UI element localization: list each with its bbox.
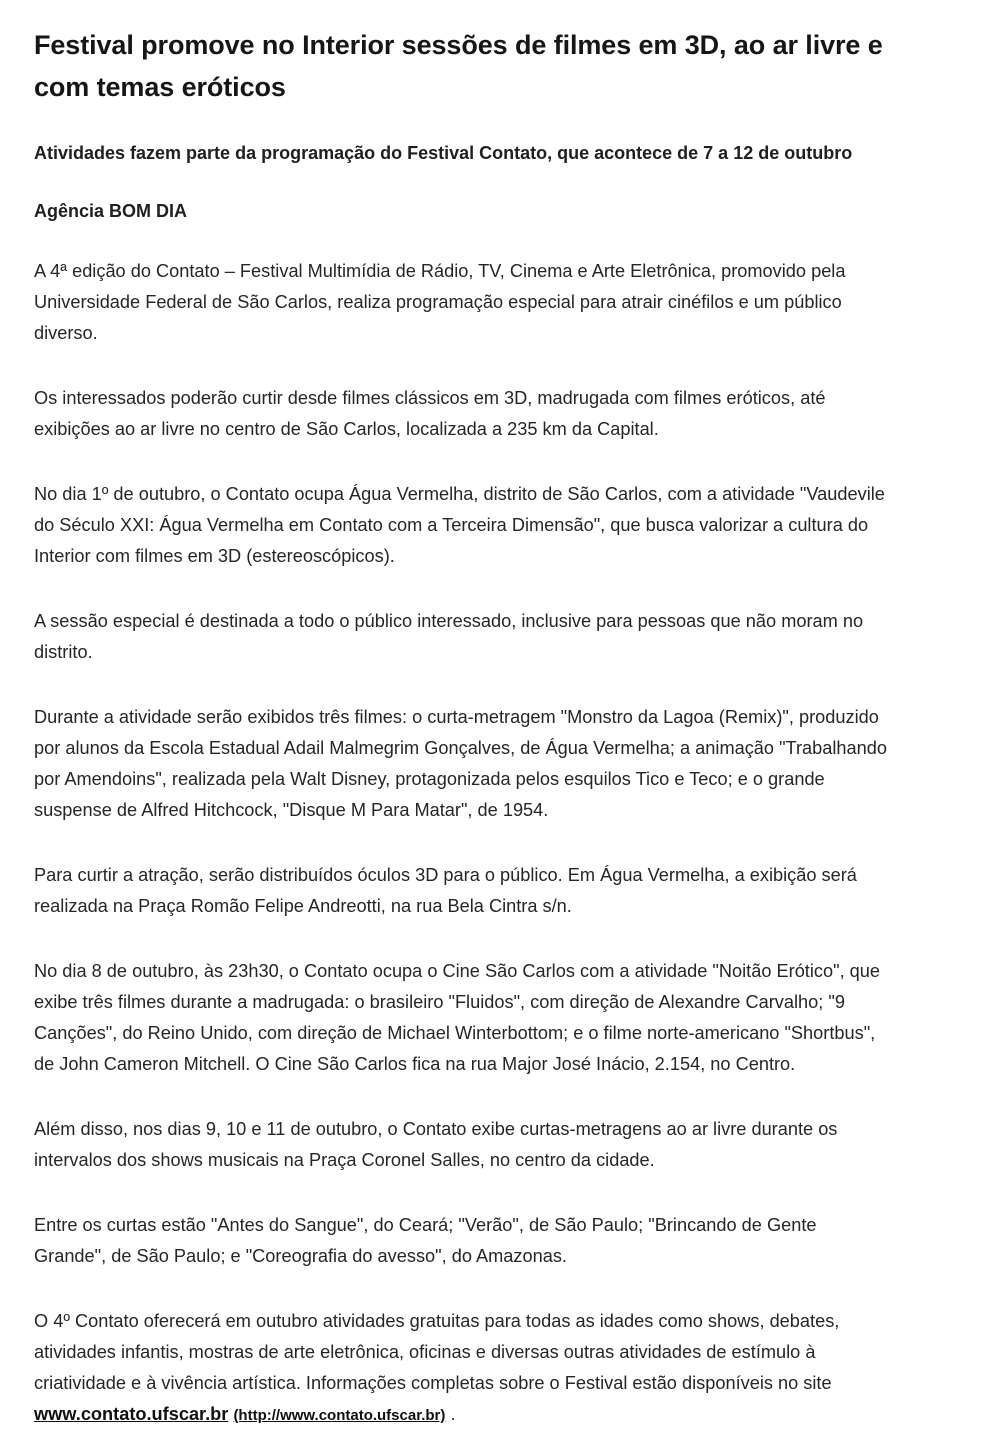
paragraph-9: Entre os curtas estão "Antes do Sangue", do Ceará; "Verão", de São Paulo; "Brincando de Gente Grande", de São Paulo; e "Coreografia do avesso", do Amazonas. [34, 1215, 817, 1266]
paragraph-5: Durante a atividade serão exibidos três filmes: o curta-metragem "Monstro da Lagoa (Remix)", produzido por alunos da Escola Estadual Adail Malmegrim Gonçalves, de Água Vermelha; a animação "Trabalhando por Amendoins", realizada pela Walt Disney, protagonizada pelos esquilos Tico e Teco; e o grande suspense de Alfred Hitchcock, "Disque M Para Matar", de 1954. [34, 707, 887, 820]
paragraph-8: Além disso, nos dias 9, 10 e 11 de outubro, o Contato exibe curtas-metragens ao ar livre durante os intervalos dos shows musicais na Praça Coronel Salles, no centro da cidade. [34, 1119, 838, 1170]
site-link-url[interactable]: (http://www.contato.ufscar.br) [233, 1407, 446, 1424]
paragraph-7: No dia 8 de outubro, às 23h30, o Contato ocupa o Cine São Carlos com a atividade "Noitão Erótico", que exibe três filmes durante a madrugada: o brasileiro "Fluidos", com direção de Alexandre Carvalho; "9 Canções", do Reino Unido, com direção de Michael Winterbottom; e o filme norte-americano "Shortbus", de John Cameron Mitchell. O Cine São Carlos fica na rua Major José Inácio, 2.154, no Centro. [34, 961, 881, 1074]
article [34, 24, 996, 1431]
paragraph-10-trailing: . [445, 1404, 456, 1424]
site-link[interactable]: www.contato.ufscar.br [34, 1404, 229, 1424]
paragraph-1: A 4ª edição do Contato – Festival Multimídia de Rádio, TV, Cinema e Arte Eletrônica, promovido pela Universidade Federal de São Carlos, realiza programação especial para atrair cinéfilos e um público diverso. [34, 261, 846, 343]
article-subtitle: Atividades fazem parte da programação do Festival Contato, que acontece de 7 a 12 de outubro [34, 143, 853, 163]
paragraph-10-text: O 4º Contato oferecerá em outubro atividades gratuitas para todas as idades como shows, debates, atividades infantis, mostras de arte eletrônica, oficinas e diversas outras atividades de estímulo à criatividade e à vivência artística. Informações completas sobre o Festival estão disponíveis no site [34, 1311, 840, 1393]
article-headline: Festival promove no Interior sessões de filmes em 3D, ao ar livre e com temas eróticos [34, 30, 883, 102]
paragraph-2: Os interessados poderão curtir desde filmes clássicos em 3D, madrugada com filmes eróticos, até exibições ao ar livre no centro de São Carlos, localizada a 235 km da Capital. [34, 388, 826, 439]
article-agency: Agência BOM DIA [34, 201, 188, 221]
paragraph-10 [34, 1306, 996, 1431]
paragraph-6: Para curtir a atração, serão distribuídos óculos 3D para o público. Em Água Vermelha, a exibição será realizada na Praça Romão Felipe Andreotti, na rua Bela Cintra s/n. [34, 865, 857, 916]
paragraph-3: No dia 1º de outubro, o Contato ocupa Água Vermelha, distrito de São Carlos, com a atividade "Vaudevile do Século XXI: Água Vermelha em Contato com a Terceira Dimensão", que busca valorizar a cultura do Interior com filmes em 3D (estereoscópicos). [34, 484, 885, 566]
paragraph-4: A sessão especial é destinada a todo o público interessado, inclusive para pessoas que não moram no distrito. [34, 611, 864, 662]
